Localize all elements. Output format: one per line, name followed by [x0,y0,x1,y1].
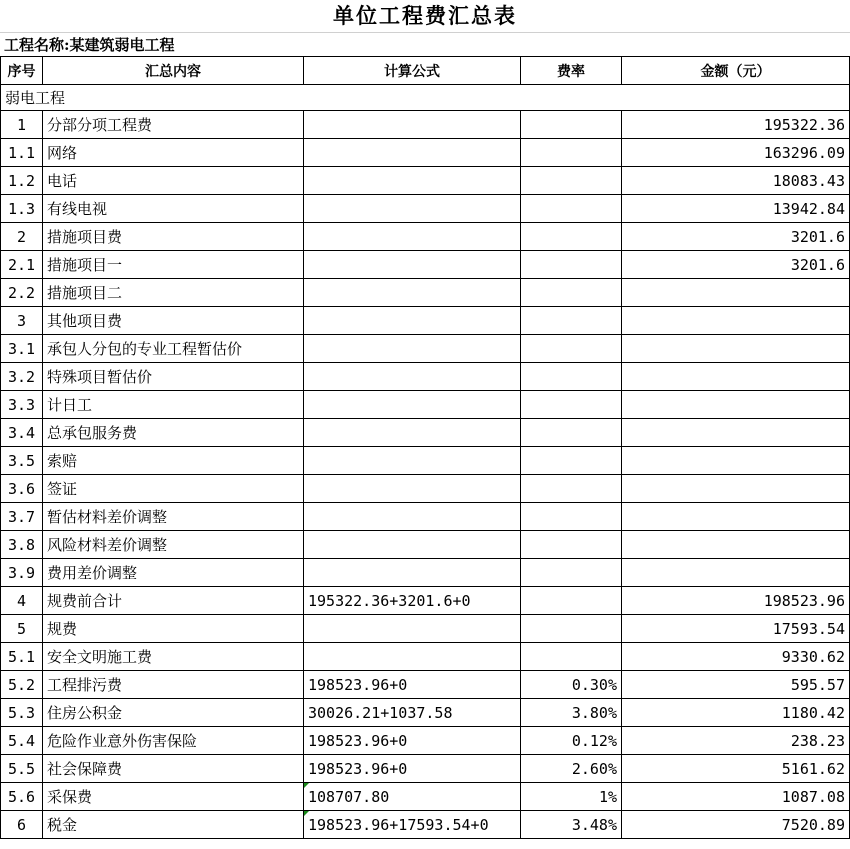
seq-cell[interactable]: 3.8 [1,531,43,559]
seq-cell[interactable]: 1.2 [1,167,43,195]
content-cell[interactable]: 索赔 [43,447,304,475]
table-row[interactable] [1,727,850,755]
content-cell[interactable]: 危险作业意外伤害保险 [43,727,304,755]
table-row[interactable] [1,699,850,727]
formula-cell[interactable] [304,307,521,335]
table-row[interactable] [1,755,850,783]
seq-cell[interactable]: 1 [1,111,43,139]
seq-cell[interactable]: 5.2 [1,671,43,699]
table-row[interactable] [1,279,850,307]
seq-cell[interactable]: 3.3 [1,391,43,419]
rate-cell[interactable] [521,503,622,531]
formula-cell[interactable]: 198523.96+0 [304,671,521,699]
content-cell[interactable]: 安全文明施工费 [43,643,304,671]
rate-cell[interactable] [521,475,622,503]
rate-cell[interactable] [521,643,622,671]
seq-cell[interactable]: 3.6 [1,475,43,503]
formula-cell[interactable] [304,643,521,671]
content-cell[interactable]: 税金 [43,811,304,839]
amount-cell[interactable]: 3201.6 [622,251,850,279]
content-cell[interactable]: 工程排污费 [43,671,304,699]
section-label: 弱电工程 [1,85,850,111]
table-row[interactable] [1,419,850,447]
formula-cell[interactable] [304,363,521,391]
header-row [1,57,850,85]
rate-cell[interactable] [521,447,622,475]
table-row[interactable] [1,167,850,195]
table-row[interactable] [1,335,850,363]
formula-cell[interactable] [304,335,521,363]
content-cell[interactable]: 其他项目费 [43,307,304,335]
content-cell[interactable]: 特殊项目暂估价 [43,363,304,391]
rate-cell[interactable] [521,615,622,643]
seq-cell[interactable]: 5.5 [1,755,43,783]
seq-cell[interactable]: 3 [1,307,43,335]
rate-cell[interactable] [521,531,622,559]
formula-cell[interactable] [304,419,521,447]
content-cell[interactable]: 风险材料差价调整 [43,531,304,559]
formula-cell[interactable] [304,615,521,643]
table-row[interactable] [1,195,850,223]
content-cell[interactable]: 网络 [43,139,304,167]
table-row[interactable] [1,251,850,279]
seq-cell[interactable]: 3.2 [1,363,43,391]
formula-cell[interactable]: 108707.80 [304,783,521,811]
seq-cell[interactable]: 5.6 [1,783,43,811]
rate-cell[interactable] [521,335,622,363]
table-row[interactable] [1,475,850,503]
formula-cell[interactable] [304,279,521,307]
amount-cell[interactable] [622,475,850,503]
table-row[interactable] [1,559,850,587]
table-row[interactable] [1,223,850,251]
seq-cell[interactable]: 6 [1,811,43,839]
table-row[interactable] [1,503,850,531]
amount-cell[interactable]: 198523.96 [622,587,850,615]
table-row[interactable] [1,615,850,643]
rate-cell[interactable] [521,307,622,335]
seq-cell[interactable]: 3.5 [1,447,43,475]
rate-cell[interactable]: 0.12% [521,727,622,755]
content-cell[interactable]: 暂估材料差价调整 [43,503,304,531]
sheet-title: 单位工程费汇总表 [333,3,517,28]
amount-cell[interactable]: 17593.54 [622,615,850,643]
rate-cell[interactable]: 1% [521,783,622,811]
content-cell[interactable]: 措施项目费 [43,223,304,251]
rate-cell[interactable]: 2.60% [521,755,622,783]
table-row[interactable] [1,811,850,839]
formula-cell[interactable]: 195322.36+3201.6+0 [304,587,521,615]
content-cell[interactable]: 电话 [43,167,304,195]
amount-cell[interactable] [622,503,850,531]
rate-cell[interactable] [521,111,622,139]
seq-cell[interactable]: 3.4 [1,419,43,447]
amount-cell[interactable] [622,363,850,391]
amount-cell[interactable]: 18083.43 [622,167,850,195]
rate-cell[interactable] [521,559,622,587]
content-cell[interactable]: 总承包服务费 [43,419,304,447]
formula-cell[interactable]: 198523.96+0 [304,727,521,755]
formula-cell[interactable]: 30026.21+1037.58 [304,699,521,727]
rate-cell[interactable]: 0.30% [521,671,622,699]
formula-cell[interactable] [304,223,521,251]
amount-cell[interactable]: 595.57 [622,671,850,699]
amount-cell[interactable]: 195322.36 [622,111,850,139]
amount-cell[interactable] [622,391,850,419]
amount-cell[interactable]: 163296.09 [622,139,850,167]
formula-cell[interactable] [304,195,521,223]
amount-cell[interactable]: 3201.6 [622,223,850,251]
rate-cell[interactable] [521,223,622,251]
content-cell[interactable]: 费用差价调整 [43,559,304,587]
table-row[interactable] [1,643,850,671]
amount-cell[interactable] [622,335,850,363]
content-cell[interactable]: 计日工 [43,391,304,419]
seq-cell[interactable]: 5.3 [1,699,43,727]
formula-cell[interactable] [304,503,521,531]
formula-cell[interactable]: 198523.96+0 [304,755,521,783]
seq-cell[interactable]: 3.9 [1,559,43,587]
seq-cell[interactable]: 1.3 [1,195,43,223]
amount-cell[interactable] [622,531,850,559]
table-row[interactable] [1,307,850,335]
content-cell[interactable]: 住房公积金 [43,699,304,727]
content-cell[interactable]: 规费 [43,615,304,643]
amount-cell[interactable]: 13942.84 [622,195,850,223]
formula-cell[interactable] [304,447,521,475]
header-seq: 序号 [1,57,43,85]
header-amount: 金额（元） [622,57,850,85]
amount-cell[interactable] [622,559,850,587]
formula-cell[interactable] [304,475,521,503]
rate-cell[interactable]: 3.80% [521,699,622,727]
formula-cell[interactable] [304,531,521,559]
rate-cell[interactable] [521,419,622,447]
amount-cell[interactable] [622,447,850,475]
section-row [1,85,850,111]
content-cell[interactable]: 承包人分包的专业工程暂估价 [43,335,304,363]
table-row[interactable] [1,111,850,139]
formula-cell[interactable] [304,559,521,587]
header-content: 汇总内容 [43,57,304,85]
formula-cell[interactable] [304,139,521,167]
header-rate: 费率 [521,57,622,85]
rate-cell[interactable] [521,139,622,167]
table-row[interactable] [1,363,850,391]
formula-cell[interactable] [304,251,521,279]
amount-cell[interactable]: 7520.89 [622,811,850,839]
content-cell[interactable]: 签证 [43,475,304,503]
amount-cell[interactable]: 1087.08 [622,783,850,811]
seq-cell[interactable]: 1.1 [1,139,43,167]
seq-cell[interactable]: 3.1 [1,335,43,363]
table-row[interactable] [1,587,850,615]
header-formula: 计算公式 [304,57,521,85]
table-row[interactable] [1,783,850,811]
table-row[interactable] [1,531,850,559]
rate-cell[interactable] [521,587,622,615]
table-row[interactable] [1,391,850,419]
seq-cell[interactable]: 2.2 [1,279,43,307]
rate-cell[interactable]: 3.48% [521,811,622,839]
amount-cell[interactable]: 5161.62 [622,755,850,783]
content-cell[interactable]: 社会保障费 [43,755,304,783]
rate-cell[interactable] [521,167,622,195]
seq-cell[interactable]: 3.7 [1,503,43,531]
formula-cell[interactable] [304,167,521,195]
formula-cell[interactable] [304,391,521,419]
amount-cell[interactable] [622,419,850,447]
content-cell[interactable]: 措施项目二 [43,279,304,307]
rate-cell[interactable] [521,391,622,419]
project-name: 工程名称:某建筑弱电工程 [0,32,850,56]
table-row[interactable] [1,447,850,475]
content-cell[interactable]: 采保费 [43,783,304,811]
amount-cell[interactable] [622,279,850,307]
table-row[interactable] [1,671,850,699]
formula-cell[interactable] [304,111,521,139]
amount-cell[interactable]: 1180.42 [622,699,850,727]
content-cell[interactable]: 措施项目一 [43,251,304,279]
content-cell[interactable]: 规费前合计 [43,587,304,615]
rate-cell[interactable] [521,279,622,307]
seq-cell[interactable]: 5.4 [1,727,43,755]
content-cell[interactable]: 分部分项工程费 [43,111,304,139]
rate-cell[interactable] [521,363,622,391]
seq-cell[interactable]: 5 [1,615,43,643]
rate-cell[interactable] [521,195,622,223]
rate-cell[interactable] [521,251,622,279]
amount-cell[interactable] [622,307,850,335]
seq-cell[interactable]: 4 [1,587,43,615]
table-row[interactable] [1,139,850,167]
seq-cell[interactable]: 2 [1,223,43,251]
seq-cell[interactable]: 5.1 [1,643,43,671]
content-cell[interactable]: 有线电视 [43,195,304,223]
amount-cell[interactable]: 9330.62 [622,643,850,671]
amount-cell[interactable]: 238.23 [622,727,850,755]
seq-cell[interactable]: 2.1 [1,251,43,279]
formula-cell[interactable]: 198523.96+17593.54+0 [304,811,521,839]
cost-summary-table [0,56,850,839]
